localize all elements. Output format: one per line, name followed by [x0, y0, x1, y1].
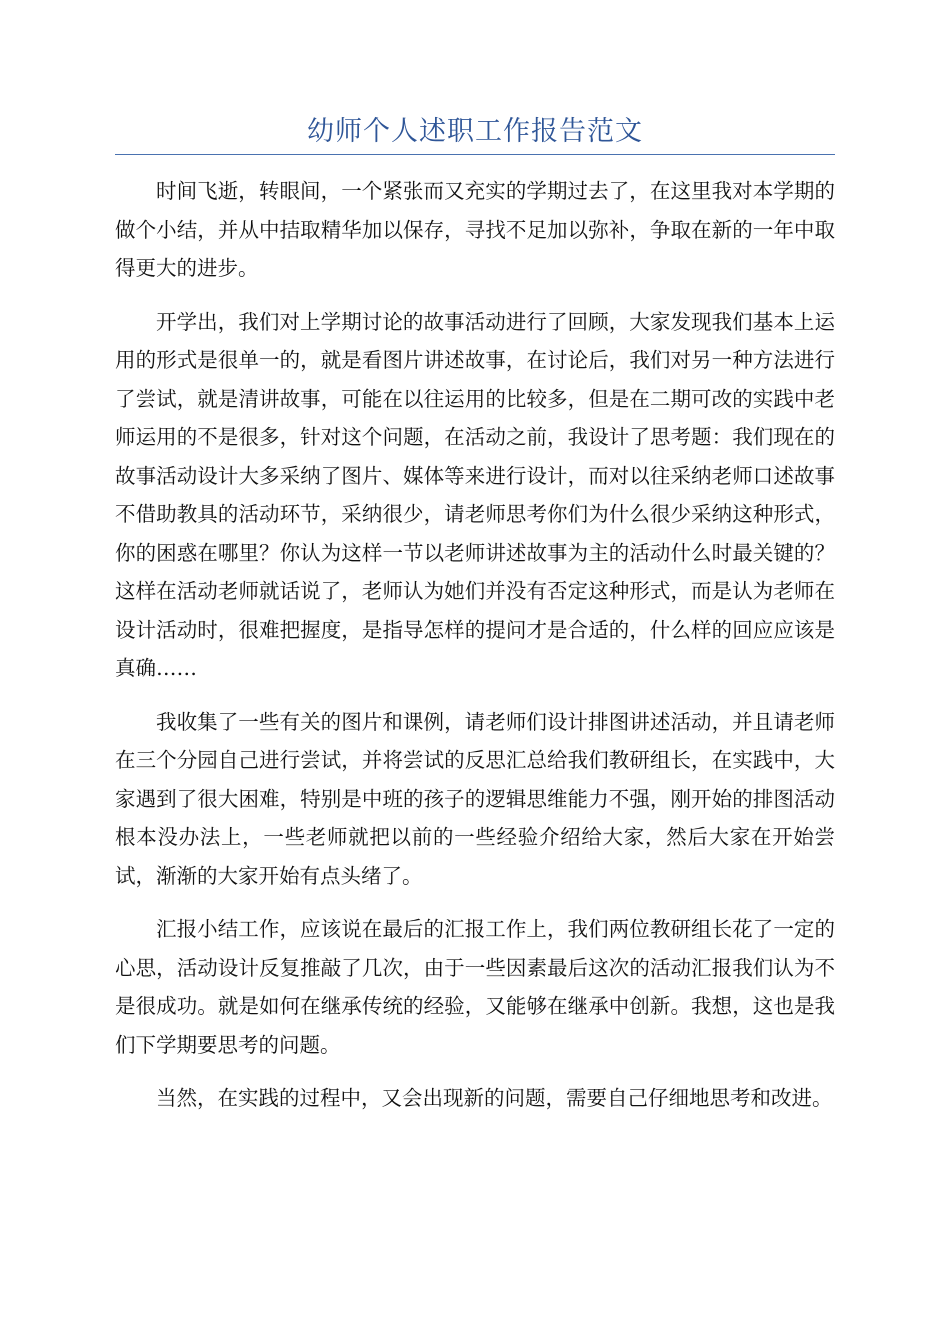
- paragraph-4: 汇报小结工作，应该说在最后的汇报工作上，我们两位教研组长花了一定的心思，活动设计反复推敲了几次，由于一些因素最后这次的活动汇报我们认为不是很成功。就是如何在继承传统的经验，又能够在继承中创新。我想，这也是我们下学期要思考的问题。: [115, 917, 835, 1057]
- paragraph-2: 开学出，我们对上学期讨论的故事活动进行了回顾，大家发现我们基本上运用的形式是很单一的，就是看图片讲述故事，在讨论后，我们对另一种方法进行了尝试，就是清讲故事，可能在以往运用的比较多，但是在二期可改的实践中老师运用的不是很多，针对这个问题，在活动之前，我设计了思考题：我们现在的故事活动设计大多采纳了图片、媒体等来进行设计，而对以往采纳老师口述故事不借助教具的活动环节，采纳很少，请老师思考你们为什么很少采纳这种形式，你的困惑在哪里？你认为这样一节以老师讲述故事为主的活动什么时最关键的？这样在活动老师就话说了，老师认为她们并没有否定这种形式，而是认为老师在设计活动时，很难把握度，是指导怎样的提问才是合适的，什么样的回应应该是真确……: [115, 309, 835, 680]
- title-underline: [115, 154, 835, 155]
- document-title: 幼师个人述职工作报告范文: [307, 116, 643, 147]
- paragraph-3: 我收集了一些有关的图片和课例，请老师们设计排图讲述活动，并且请老师在三个分园自己进行尝试，并将尝试的反思汇总给我们教研组长，在实践中，大家遇到了很大困难，特别是中班的孩子的逻辑思维能力不强，刚开始的排图活动根本没办法上，一些老师就把以前的一些经验介绍给大家，然后大家在开始尝试，渐渐的大家开始有点头绪了。: [115, 709, 835, 888]
- document-body: [115, 172, 835, 1133]
- paragraph-5: 当然，在实践的过程中，又会出现新的问题，需要自己仔细地思考和改进。: [156, 1086, 833, 1110]
- paragraph-1: 时间飞逝，转眼间，一个紧张而又充实的学期过去了，在这里我对本学期的做个小结，并从中拮取精华加以保存，寻找不足加以弥补，争取在新的一年中取得更大的进步。: [115, 179, 835, 280]
